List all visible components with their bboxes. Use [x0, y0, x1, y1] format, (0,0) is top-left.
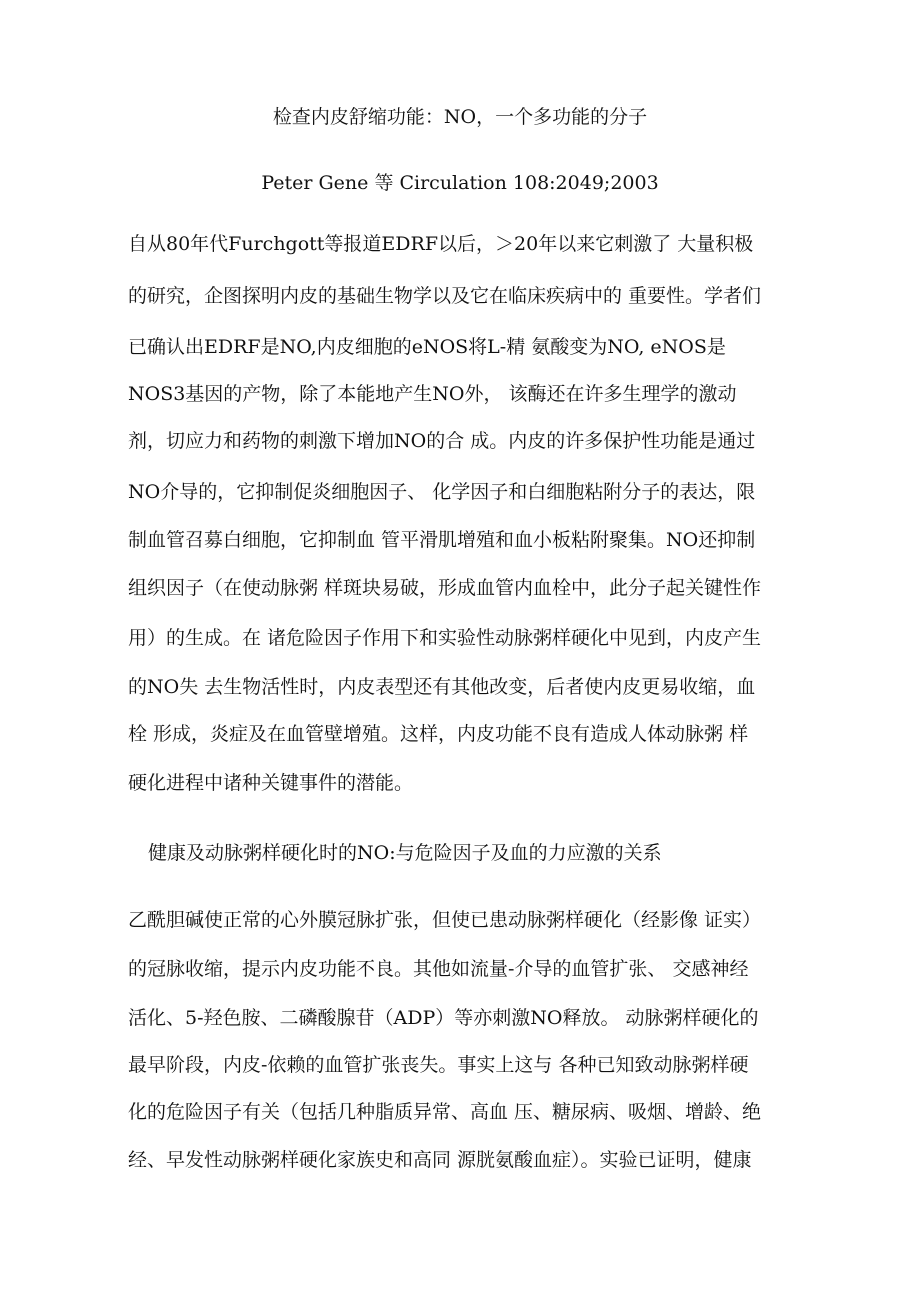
paragraph-line: 化的危险因子有关（包括几种脂质异常、高血 压、糖尿病、吸烟、增龄、绝	[128, 1101, 762, 1123]
paragraph-line: 硬化进程中诸种关键事件的潜能。	[128, 772, 414, 794]
paragraph-line: 最早阶段，内皮-依赖的血管扩张丧失。事实上这与 各种已知致动脉粥样硬	[128, 1054, 749, 1076]
document-citation: Peter Gene 等 Circulation 108:2049;2003	[261, 172, 659, 194]
paragraph-line: NO介导的，它抑制促炎细胞因子、 化学因子和白细胞粘附分子的表达，限	[128, 481, 756, 503]
paragraph-line: 乙酰胆碱使正常的心外膜冠脉扩张，但使已患动脉粥样硬化（经影像 证实）	[128, 909, 762, 931]
paragraph-line: 组织因子（在使动脉粥 样斑块易破，形成血管内血栓中，此分子起关键性作	[128, 577, 762, 599]
paragraph-line: 用）的生成。在 诸危险因子作用下和实验性动脉粥样硬化中见到，内皮产生	[128, 627, 762, 649]
paragraph-line: 的研究，企图探明内皮的基础生物学以及它在临床疾病中的 重要性。学者们	[128, 285, 762, 307]
paragraph-line: 栓 形成，炎症及在血管壁增殖。这样，内皮功能不良有造成人体动脉粥 样	[128, 723, 749, 745]
paragraph-line: 经、早发性动脉粥样硬化家族史和高同 源胱氨酸血症）。实验已证明，健康	[128, 1149, 752, 1171]
paragraph-line: 活化、5-羟色胺、二磷酸腺苷（ADP）等亦刺激NO释放。 动脉粥样硬化的	[128, 1007, 759, 1029]
paragraph-line: 的NO失 去生物活性时，内皮表型还有其他改变，后者使内皮更易收缩，血	[128, 676, 756, 698]
paragraph-line: 的冠脉收缩，提示内皮功能不良。其他如流量-介导的血管扩张、 交感神经	[128, 958, 749, 980]
section-heading: 健康及动脉粥样硬化时的NO:与危险因子及血的力应激的关系	[148, 842, 662, 864]
document-title: 检查内皮舒缩功能：NO，一个多功能的分子	[272, 106, 648, 128]
paragraph-line: 已确认出EDRF是NO,内皮细胞的eNOS将L-精 氨酸变为NO, eNOS是	[128, 336, 726, 358]
paragraph-line: 自从80年代Furchgott等报道EDRF以后，＞20年以来它刺激了 大量积极	[128, 233, 754, 255]
paragraph-line: NOS3基因的产物，除了本能地产生NO外， 该酶还在许多生理学的激动	[128, 383, 737, 405]
paragraph-line: 制血管召募白细胞，它抑制血 管平滑肌增殖和血小板粘附聚集。NO还抑制	[128, 529, 756, 551]
paragraph-line: 剂，切应力和药物的刺激下增加NO的合 成。内皮的许多保护性功能是通过	[128, 430, 756, 452]
